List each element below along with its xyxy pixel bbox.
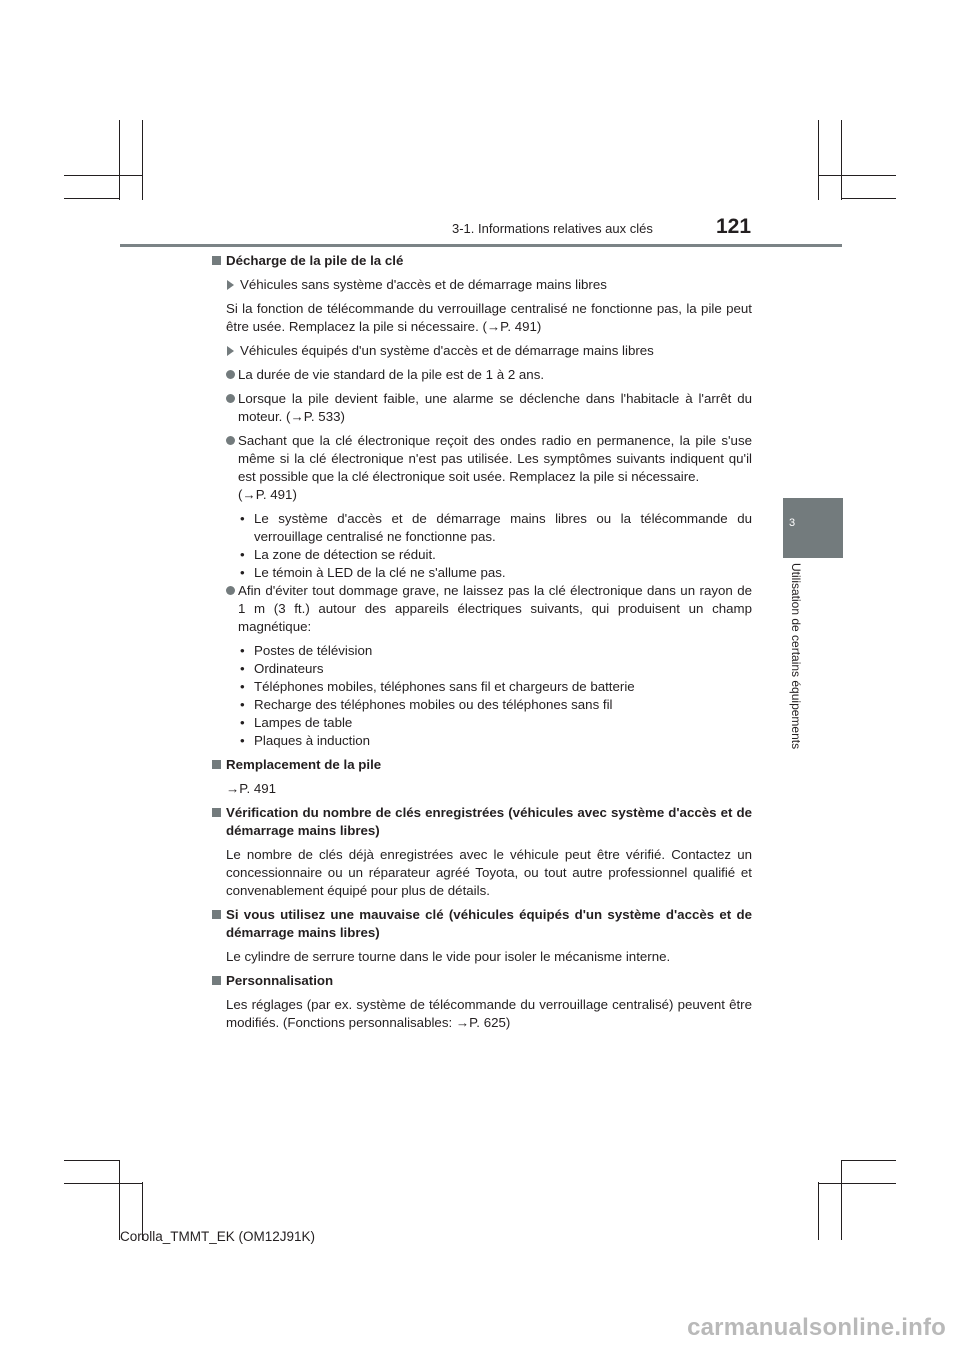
square-bullet-icon — [212, 976, 221, 985]
square-bullet-icon — [212, 256, 221, 265]
paragraph: Le nombre de clés déjà enregistrées avec le véhicule peut être vérifié. Contactez un concessionnaire ou un réparateur agréé Toyota, ou tout autre professionnel qualifié et convenablement équipé pour plus de détails. — [226, 847, 752, 898]
circle-bullet-icon — [226, 586, 235, 595]
bullet-item: Afin d'éviter tout dommage grave, ne laissez pas la clé électronique dans un rayon de 1 m (3 ft.) autour des appareils électriques suivants, qui produisent un champ magnétique: — [212, 582, 752, 636]
triangle-arrow-icon — [227, 346, 234, 356]
list-item: • Plaques à induction — [240, 732, 752, 750]
bullet-item: Lorsque la pile devient faible, une alarme se déclenche dans l'habitacle à l'arrêt du moteur. (→P. 533) — [212, 390, 752, 426]
section-heading: Remplacement de la pile — [212, 756, 752, 774]
triangle-arrow-icon — [227, 280, 234, 290]
crop-mark — [818, 1183, 896, 1184]
crop-mark — [64, 175, 143, 176]
list-item: • Le témoin à LED de la clé ne s'allume pas. — [240, 564, 752, 582]
chapter-title: Utilisation de certains équipements — [789, 563, 803, 750]
sub-heading: Véhicules sans système d'accès et de démarrage mains libres — [212, 276, 752, 294]
document-code: Corolla_TMMT_EK (OM12J91K) — [120, 1229, 316, 1244]
square-bullet-icon — [212, 760, 221, 769]
crop-mark — [818, 120, 819, 200]
crop-mark — [64, 1183, 143, 1184]
page-number: 121 — [716, 215, 752, 238]
crop-mark — [64, 1160, 120, 1161]
list-item: • La zone de détection se réduit. — [240, 546, 752, 564]
chapter-number: 3 — [788, 517, 796, 529]
list-item: • Postes de télévision — [240, 642, 752, 660]
crop-mark — [841, 120, 842, 200]
section-header: 3-1. Informations relatives aux clés — [452, 221, 653, 236]
crop-mark — [119, 120, 120, 200]
paragraph: Les réglages (par ex. système de télécommande du verrouillage centralisé) peuvent être modifiés. (Fonctions personnalisables: →P. 625) — [226, 997, 752, 1030]
crop-mark — [841, 1160, 842, 1240]
section-heading: Si vous utilisez une mauvaise clé (véhicules équipés d'un système d'accès et de démarrage mains libres) — [212, 906, 752, 942]
bullet-item: Sachant que la clé électronique reçoit des ondes radio en permanence, la pile s'use même si la clé électronique n'est pas utilisée. Les symptômes suivants indiquent qu'il est possible que la clé électronique soit usée. Remplacez la pile si nécessaire. (→P. 491) — [212, 432, 752, 504]
crop-mark — [818, 175, 896, 176]
section-heading: Décharge de la pile de la clé — [212, 252, 752, 270]
square-bullet-icon — [212, 910, 221, 919]
watermark: carmanualsonline.info — [687, 1314, 946, 1341]
circle-bullet-icon — [226, 436, 235, 445]
page-content — [212, 252, 752, 1038]
crop-mark — [841, 198, 896, 199]
paragraph: Le cylindre de serrure tourne dans le vide pour isoler le mécanisme interne. — [226, 949, 671, 964]
crop-mark — [142, 120, 143, 200]
bullet-item: La durée de vie standard de la pile est de 1 à 2 ans. — [212, 366, 752, 384]
list-item: • Ordinateurs — [240, 660, 752, 678]
symptom-list — [212, 510, 752, 582]
section-heading: Vérification du nombre de clés enregistrées (véhicules avec système d'accès et de démarrage mains libres) — [212, 804, 752, 840]
list-item: • Lampes de table — [240, 714, 752, 732]
square-bullet-icon — [212, 808, 221, 817]
crop-mark — [818, 1182, 819, 1240]
paragraph: →P. 491 — [226, 781, 277, 796]
list-item: • Le système d'accès et de démarrage mains libres ou la télécommande du verrouillage centralisé ne fonctionne pas. — [240, 510, 752, 546]
header-rule — [120, 244, 842, 247]
device-list — [212, 642, 752, 750]
list-item: • Téléphones mobiles, téléphones sans fil et chargeurs de batterie — [240, 678, 752, 696]
paragraph: Si la fonction de télécommande du verrouillage centralisé ne fonctionne pas, la pile peut être usée. Remplacez la pile si nécessaire. (→P. 491) — [226, 301, 752, 334]
crop-mark — [64, 198, 120, 199]
circle-bullet-icon — [226, 394, 235, 403]
section-heading: Personnalisation — [212, 972, 752, 990]
crop-mark — [119, 1160, 120, 1240]
crop-mark — [841, 1160, 896, 1161]
circle-bullet-icon — [226, 370, 235, 379]
sub-heading: Véhicules équipés d'un système d'accès et de démarrage mains libres — [212, 342, 752, 360]
list-item: • Recharge des téléphones mobiles ou des téléphones sans fil — [240, 696, 752, 714]
